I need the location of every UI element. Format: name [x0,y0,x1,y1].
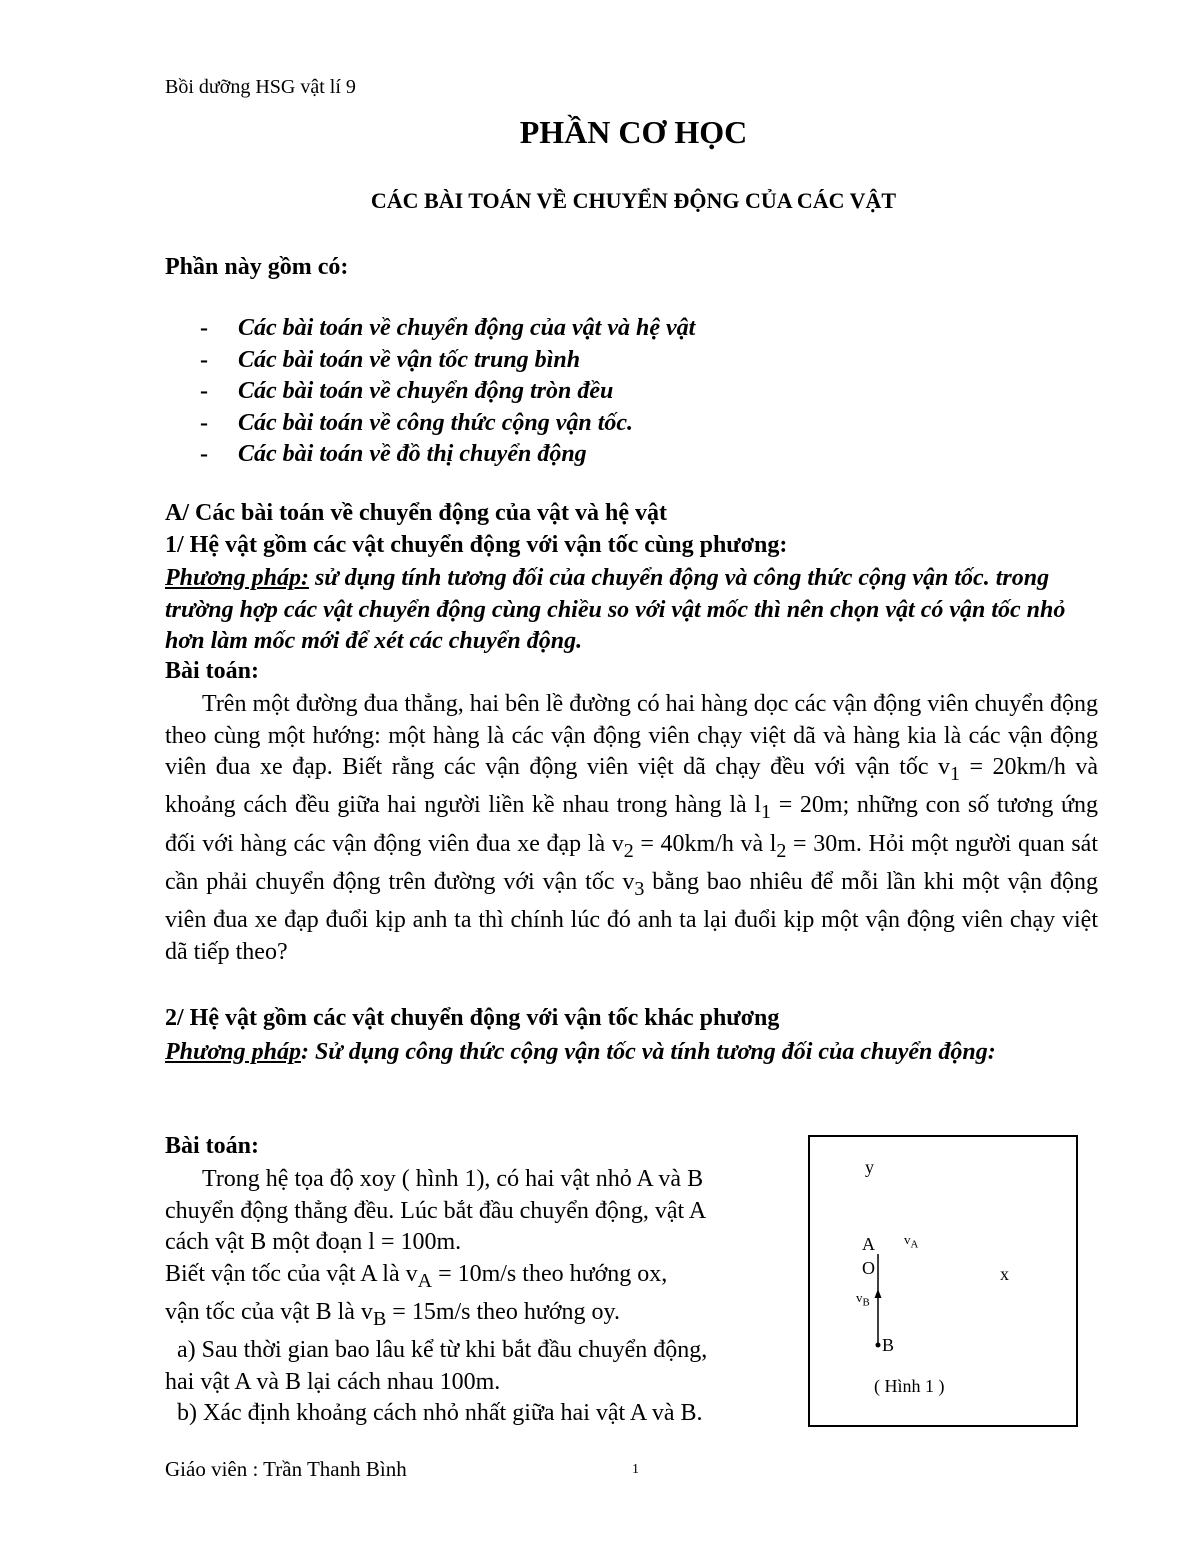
vb-label: $v_B$ [856,1290,870,1309]
footer-teacher: Giáo viên : Trần Thanh Bình [165,1457,407,1481]
method-2-text: : Sử dụng công thức cộng vận tốc và tính tương đối của chuyển động: [300,1039,996,1065]
point-b-dot [876,1343,881,1348]
section-a-heading: A/ Các bài toán về chuyển động của vật và hệ vật [165,500,668,526]
figure-caption: ( Hình 1 ) [874,1376,945,1396]
point-b-label: B [882,1335,895,1355]
page-header: Bồi dưỡng HSG vật lí 9 [165,76,356,98]
list-item: - Các bài toán về đồ thị chuyển động [200,441,587,467]
point-a-label: A [862,1234,875,1254]
list-item: - Các bài toán về công thức cộng vận tốc. [200,409,634,436]
problem-2-label: Bài toán: [165,1133,260,1159]
origin-label: O [862,1258,875,1278]
problem-1-text: Trên một đường đua thẳng, hai bên lề đường có hai hàng dọc các vận động viên chuyển động theo cùng một hướng: một hàng là các vận động viên chạy việt dã và hàng kia là các vận động viên đua xe đạp. Biết rằng các vận động viên việt dã chạy đều với vận tốc $v_1 = 20km/h$ và khoảng cách đều giữa hai người liền kề nhau trong hàng là $l_1 = 20m$; những con số tương ứng đối với hàng các vận động viên đua xe đạp là $v_2 = 40km/h$ và $l_2 = 30m$. Hỏi một người quan sát cần phải chuyển động trên đường với vận tốc $v_3$ bằng bao nhiêu để mỗi lần khi một vận động viên đua xe đạp đuổi kịp anh ta thì chính lúc đó anh ta lại đuổi kịp một vận động viên chạy việt dã tiếp theo? [165,691,1099,965]
problem-2-text: Trong hệ tọa độ xoy ( hình 1), có hai vật nhỏ A và B chuyển động thẳng đều. Lúc bắt đầu chuyển động, vật A cách vật B một đoạn l = 100m. Biết vận tốc của vật A là $v_A = 10m/s$ theo hướng ox, vận tốc của vật B là $v_B = 15m/s$ theo hướng oy. a) Sau thời gian bao lâu kể từ khi bắt đầu chuyển động, hai vật A và B lại cách nhau 100m. b) Xác định khoảng cách nhỏ nhất giữa hai vật A và B. [165,1166,708,1427]
vb-arrowhead [875,1289,882,1298]
method-2-label: Phương pháp [165,1039,301,1065]
figure-1 [808,1135,1078,1427]
va-label: $v_A$ [904,1232,919,1251]
problem-1-label: Bài toán: [165,658,260,684]
page-number: 1 [632,1462,639,1477]
figure-1-drawing [810,1137,1080,1429]
list-item: - Các bài toán về chuyển động của vật và hệ vật [200,315,696,341]
method-2 [165,1037,1095,1069]
method-1-label: Phương pháp: [165,565,309,591]
subsection-1-heading: 1/ Hệ vật gồm các vật chuyển động với vận tốc cùng phương: [165,532,788,558]
page-subtitle: CÁC BÀI TOÁN VỀ CHUYỂN ĐỘNG CỦA CÁC VẬT [370,188,897,213]
method-1-text: sử dụng tính tương đối của chuyển động và công thức cộng vận tốc. trong trường hợp các vật chuyển động cùng chiều so với vật mốc thì nên chọn vật có vận tốc nhỏ hơn làm mốc mới để xét các chuyển động. [165,565,1066,654]
x-axis-label: x [1000,1264,1009,1284]
page-title: PHẦN CƠ HỌC [519,114,748,150]
list-item: - Các bài toán về chuyển động tròn đều [200,378,614,404]
y-axis-label: y [865,1157,874,1177]
method-1 [165,563,1095,658]
list-item: - Các bài toán về vận tốc trung bình [200,346,581,373]
topic-list [200,313,695,471]
intro-heading: Phần này gồm có: [165,254,349,280]
subsection-2-heading: 2/ Hệ vật gồm các vật chuyển động với vận tốc khác phương [165,1005,780,1031]
